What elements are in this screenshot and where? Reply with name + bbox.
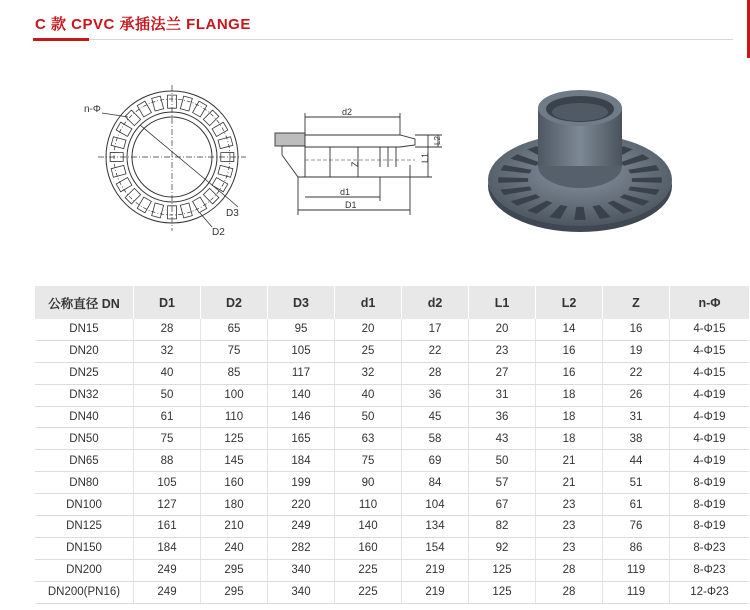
table-cell: 26: [603, 384, 670, 406]
table-cell: 8-Φ19: [670, 494, 750, 516]
flange-rib: [212, 178, 228, 192]
table-cell: 4-Φ19: [670, 428, 750, 450]
table-cell: 22: [402, 340, 469, 362]
table-cell: 82: [469, 516, 536, 538]
table-cell: 40: [335, 384, 402, 406]
table-cell: 75: [201, 340, 268, 362]
table-cell: 165: [268, 428, 335, 450]
table-cell: 69: [402, 450, 469, 472]
flange-rib: [180, 203, 192, 218]
table-cell: 184: [268, 450, 335, 472]
flange-rib: [116, 122, 132, 136]
table-cell: DN200(PN16): [35, 581, 134, 603]
flange-rib: [152, 96, 164, 111]
table-cell: 31: [469, 384, 536, 406]
table-cell: 27: [469, 362, 536, 384]
table-cell: 145: [201, 450, 268, 472]
flange-rib: [203, 110, 218, 125]
table-cell: 32: [335, 362, 402, 384]
table-cell: 210: [201, 516, 268, 538]
table-cell: 23: [536, 516, 603, 538]
table-cell: 160: [335, 537, 402, 559]
table-cell: 4-Φ15: [670, 362, 750, 384]
table-cell: 76: [603, 516, 670, 538]
flange-rib: [212, 122, 228, 136]
table-row: [35, 450, 749, 472]
table-cell: DN32: [35, 384, 134, 406]
table-header-row: [35, 286, 749, 319]
table-cell: 58: [402, 428, 469, 450]
table-cell: 23: [536, 494, 603, 516]
table-cell: 8-Φ23: [670, 537, 750, 559]
table-cell: 92: [469, 537, 536, 559]
table-cell: DN25: [35, 362, 134, 384]
table-cell: 21: [536, 450, 603, 472]
table-cell: DN100: [35, 494, 134, 516]
table-cell: 44: [603, 450, 670, 472]
table-cell: 340: [268, 559, 335, 581]
column-header: D1: [134, 286, 201, 319]
table-cell: 295: [201, 581, 268, 603]
table-cell: 18: [536, 428, 603, 450]
l2-label: L2: [433, 136, 442, 145]
table-cell: 295: [201, 559, 268, 581]
table-cell: 125: [469, 559, 536, 581]
table-cell: 249: [268, 516, 335, 538]
column-header: L1: [469, 286, 536, 319]
table-cell: 45: [402, 406, 469, 428]
table-cell: 88: [134, 450, 201, 472]
flange-rib: [218, 165, 233, 177]
table-cell: 28: [134, 319, 201, 340]
table-cell: 119: [603, 581, 670, 603]
table-cell: 119: [603, 559, 670, 581]
table-cell: 4-Φ15: [670, 340, 750, 362]
table-cell: 8-Φ19: [670, 472, 750, 494]
table-cell: 184: [134, 537, 201, 559]
table-cell: 18: [536, 406, 603, 428]
flange-rib: [203, 188, 218, 203]
table-cell: 86: [603, 537, 670, 559]
table-cell: 84: [402, 472, 469, 494]
table-row: [35, 537, 749, 559]
table-cell: 50: [469, 450, 536, 472]
table-row: [35, 472, 749, 494]
flange-rib: [218, 137, 233, 149]
table-cell: 161: [134, 516, 201, 538]
table-cell: DN125: [35, 516, 134, 538]
table-cell: 146: [268, 406, 335, 428]
table-cell: 12-Φ23: [670, 581, 750, 603]
table-cell: 65: [201, 319, 268, 340]
table-cell: 134: [402, 516, 469, 538]
title-divider: [33, 39, 733, 40]
d1-big-label: D1: [345, 200, 357, 210]
table-cell: 110: [335, 494, 402, 516]
table-cell: DN200: [35, 559, 134, 581]
column-header: d2: [402, 286, 469, 319]
table-row: [35, 319, 749, 340]
table-cell: 160: [201, 472, 268, 494]
table-cell: 225: [335, 581, 402, 603]
column-header: n-Φ: [670, 286, 750, 319]
table-cell: 16: [603, 319, 670, 340]
table-cell: 21: [536, 472, 603, 494]
table-cell: 23: [469, 340, 536, 362]
table-cell: 8-Φ23: [670, 559, 750, 581]
table-cell: 125: [201, 428, 268, 450]
table-cell: 32: [134, 340, 201, 362]
table-cell: 85: [201, 362, 268, 384]
table-cell: 61: [134, 406, 201, 428]
table-cell: 17: [402, 319, 469, 340]
table-cell: 67: [469, 494, 536, 516]
d2-side-label: d2: [342, 107, 353, 117]
table-cell: 180: [201, 494, 268, 516]
front-view-drawing: [80, 85, 255, 240]
table-cell: 282: [268, 537, 335, 559]
table-body: [35, 319, 749, 603]
table-cell: 4-Φ19: [670, 406, 750, 428]
table-cell: 16: [536, 362, 603, 384]
n-phi-label: n-Φ: [84, 104, 101, 115]
title-accent-bar: [33, 38, 89, 41]
table-cell: 36: [402, 384, 469, 406]
table-cell: 104: [402, 494, 469, 516]
table-cell: 57: [469, 472, 536, 494]
table-cell: 14: [536, 319, 603, 340]
table-cell: 43: [469, 428, 536, 450]
page-title: C 款 CPVC 承插法兰 FLANGE: [35, 16, 251, 33]
flange-rib: [180, 96, 192, 111]
table-cell: 127: [134, 494, 201, 516]
table-cell: 63: [335, 428, 402, 450]
table-cell: 249: [134, 559, 201, 581]
table-cell: 40: [134, 362, 201, 384]
table-cell: 25: [335, 340, 402, 362]
table-cell: DN150: [35, 537, 134, 559]
table-cell: 18: [536, 384, 603, 406]
flange-rib: [125, 110, 140, 125]
d3-label: D3: [226, 208, 239, 219]
table-cell: 4-Φ19: [670, 450, 750, 472]
table-cell: 19: [603, 340, 670, 362]
table-cell: 219: [402, 559, 469, 581]
table-cell: 140: [268, 384, 335, 406]
table-cell: 51: [603, 472, 670, 494]
flange-rib: [152, 203, 164, 218]
table-cell: 95: [268, 319, 335, 340]
table-cell: 22: [603, 362, 670, 384]
table-cell: 38: [603, 428, 670, 450]
table-cell: 100: [201, 384, 268, 406]
table-cell: DN20: [35, 340, 134, 362]
table-cell: 110: [201, 406, 268, 428]
flange-rib: [116, 178, 132, 192]
column-header: d1: [335, 286, 402, 319]
table-cell: 16: [536, 340, 603, 362]
table-cell: DN80: [35, 472, 134, 494]
table-cell: 75: [335, 450, 402, 472]
column-header: D2: [201, 286, 268, 319]
table-row: [35, 581, 749, 603]
table-cell: 225: [335, 559, 402, 581]
column-header: Z: [603, 286, 670, 319]
flange-rib: [111, 165, 126, 177]
table-cell: 20: [335, 319, 402, 340]
flange-slot: [632, 177, 662, 183]
flange-rib: [193, 197, 207, 213]
table-cell: 105: [268, 340, 335, 362]
d1-small-label: d1: [340, 187, 351, 197]
table-cell: 125: [469, 581, 536, 603]
table-cell: DN15: [35, 319, 134, 340]
flange-rib: [111, 137, 126, 149]
table-cell: 8-Φ19: [670, 516, 750, 538]
side-section-drawing: [270, 105, 450, 220]
table-cell: 199: [268, 472, 335, 494]
column-header: D3: [268, 286, 335, 319]
table-cell: 249: [134, 581, 201, 603]
table-row: [35, 516, 749, 538]
table-cell: 154: [402, 537, 469, 559]
table-cell: 28: [536, 559, 603, 581]
table-row: [35, 559, 749, 581]
table-cell: 219: [402, 581, 469, 603]
table-cell: DN40: [35, 406, 134, 428]
flange-rib: [125, 188, 140, 203]
product-photo: [480, 88, 680, 238]
table-row: [35, 406, 749, 428]
spec-table: [35, 286, 749, 604]
table-cell: 28: [536, 581, 603, 603]
table-cell: 4-Φ15: [670, 319, 750, 340]
column-header: 公称直径 DN: [35, 286, 134, 319]
table-cell: 4-Φ19: [670, 384, 750, 406]
table-cell: 75: [134, 428, 201, 450]
table-cell: 117: [268, 362, 335, 384]
column-header: L2: [536, 286, 603, 319]
table-row: [35, 384, 749, 406]
table-cell: 28: [402, 362, 469, 384]
table-cell: 36: [469, 406, 536, 428]
table-row: [35, 362, 749, 384]
table-cell: 50: [335, 406, 402, 428]
d2-front-label: D2: [212, 227, 225, 238]
table-cell: 140: [335, 516, 402, 538]
table-cell: DN65: [35, 450, 134, 472]
table-cell: 340: [268, 581, 335, 603]
table-cell: 20: [469, 319, 536, 340]
table-cell: 23: [536, 537, 603, 559]
table-row: [35, 494, 749, 516]
table-cell: 240: [201, 537, 268, 559]
table-cell: 105: [134, 472, 201, 494]
table-cell: 90: [335, 472, 402, 494]
z-label: Z: [350, 161, 360, 167]
table-cell: 31: [603, 406, 670, 428]
l1-label: L1: [420, 152, 430, 163]
table-cell: DN50: [35, 428, 134, 450]
table-row: [35, 428, 749, 450]
table-row: [35, 340, 749, 362]
flange-slot: [498, 177, 528, 183]
table-cell: 61: [603, 494, 670, 516]
flange-rib: [193, 101, 207, 117]
table-cell: 50: [134, 384, 201, 406]
table-cell: 220: [268, 494, 335, 516]
